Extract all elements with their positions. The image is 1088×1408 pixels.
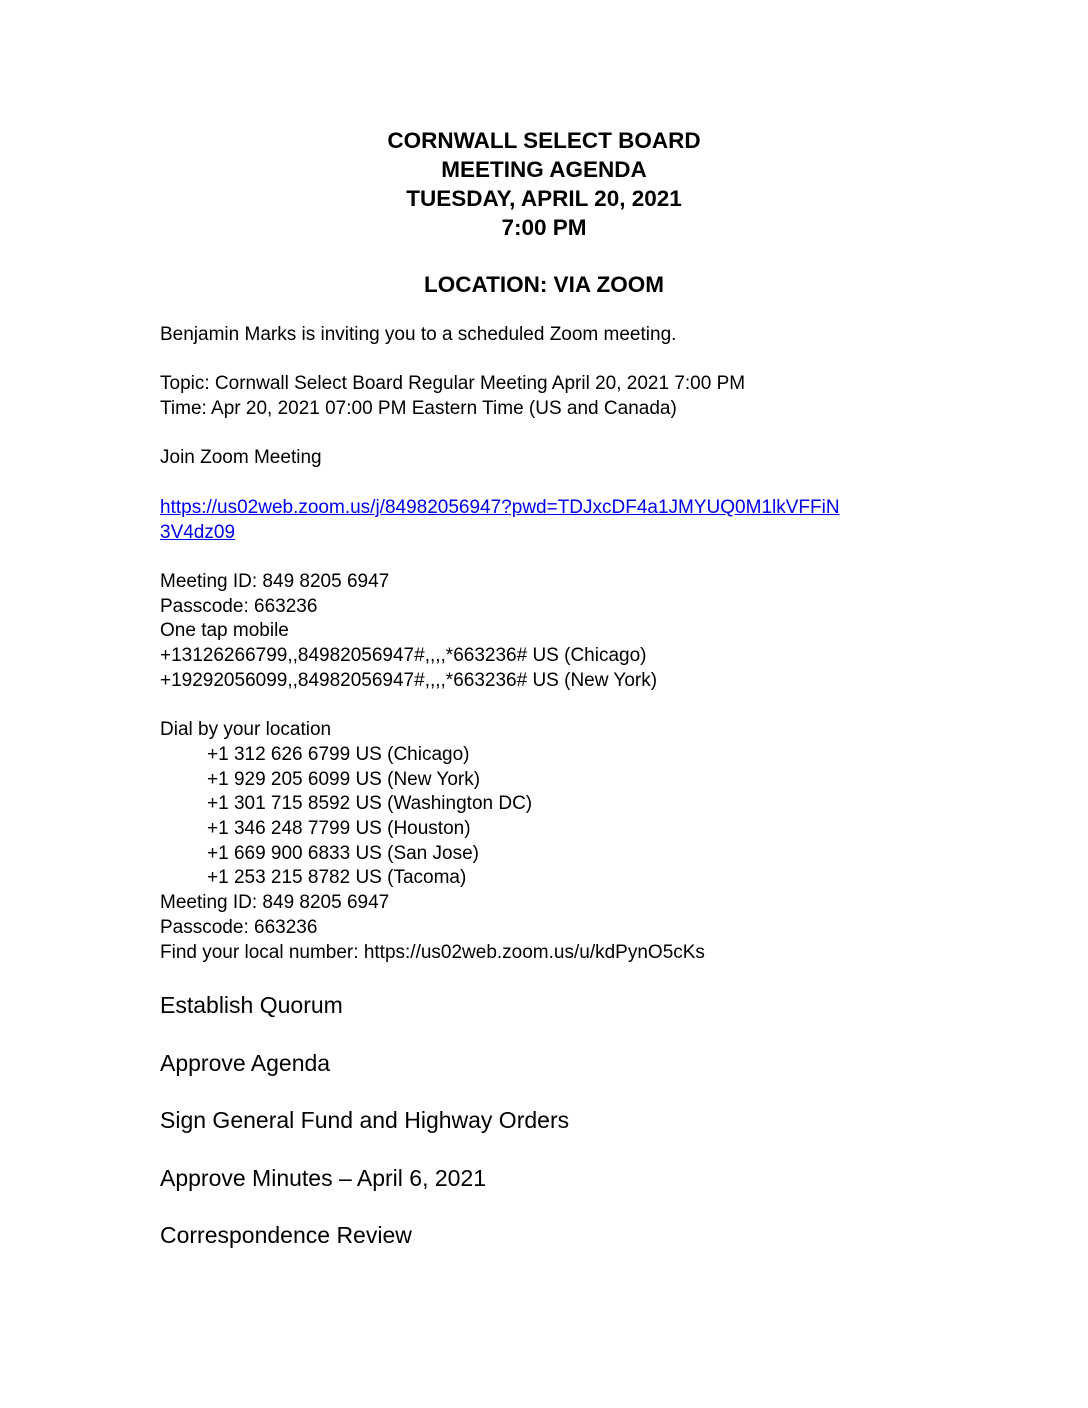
agenda-item: Correspondence Review: [160, 1222, 412, 1248]
topic-text: Topic: Cornwall Select Board Regular Meeting April 20, 2021 7:00 PM: [160, 373, 746, 395]
dial-number-new-york: +1 929 205 6099 US (New York): [207, 768, 481, 790]
time-text: Time: Apr 20, 2021 07:00 PM Eastern Time (US and Canada): [160, 398, 677, 420]
invite-text: Benjamin Marks is inviting you to a scheduled Zoom meeting.: [160, 324, 677, 345]
join-label: Join Zoom Meeting: [160, 447, 322, 469]
join-link[interactable]: [160, 496, 960, 545]
local-number: Find your local number: https://us02web.zoom.us/u/kdPynO5cKs: [160, 941, 705, 963]
header-board-name: CORNWALL SELECT BOARD: [387, 128, 701, 153]
dial-number-chicago: +1 312 626 6799 US (Chicago): [207, 743, 470, 765]
dial-number-washington: +1 301 715 8592 US (Washington DC): [207, 793, 533, 815]
meeting-id: Meeting ID: 849 8205 6947: [160, 570, 390, 592]
agenda-item: Sign General Fund and Highway Orders: [160, 1107, 570, 1133]
location-heading: LOCATION: VIA ZOOM: [424, 272, 664, 297]
dial-label: Dial by your location: [160, 719, 332, 741]
one-tap-new-york: +19292056099,,84982056947#,,,,*663236# US (New York): [160, 669, 658, 691]
header-date: TUESDAY, APRIL 20, 2021: [406, 186, 682, 211]
agenda-item: Establish Quorum: [160, 992, 343, 1018]
one-tap-label: One tap mobile: [160, 620, 289, 642]
agenda-header: [0, 126, 1088, 242]
passcode-2: Passcode: 663236: [160, 916, 318, 938]
dial-number-houston: +1 346 248 7799 US (Houston): [207, 817, 471, 839]
agenda-list: [160, 990, 960, 1278]
zoom-invitation: [160, 323, 960, 965]
agenda-item: Approve Agenda: [160, 1049, 331, 1076]
one-tap-chicago: +13126266799,,84982056947#,,,,*663236# US (Chicago): [160, 645, 647, 667]
agenda-item: Approve Minutes – April 6, 2021: [160, 1164, 487, 1191]
passcode: Passcode: 663236: [160, 595, 318, 617]
join-link-line2[interactable]: 3V4dz09: [160, 521, 236, 543]
header-time: 7:00 PM: [501, 215, 587, 240]
dial-number-san-jose: +1 669 900 6833 US (San Jose): [207, 842, 479, 864]
dial-number-tacoma: +1 253 215 8782 US (Tacoma): [207, 867, 467, 889]
header-title: MEETING AGENDA: [441, 157, 647, 182]
join-link-line1[interactable]: https://us02web.zoom.us/j/84982056947?pwd=TDJxcDF4a1JMYUQ0M1lkVFFiN: [160, 496, 840, 518]
meeting-id-2: Meeting ID: 849 8205 6947: [160, 892, 390, 914]
